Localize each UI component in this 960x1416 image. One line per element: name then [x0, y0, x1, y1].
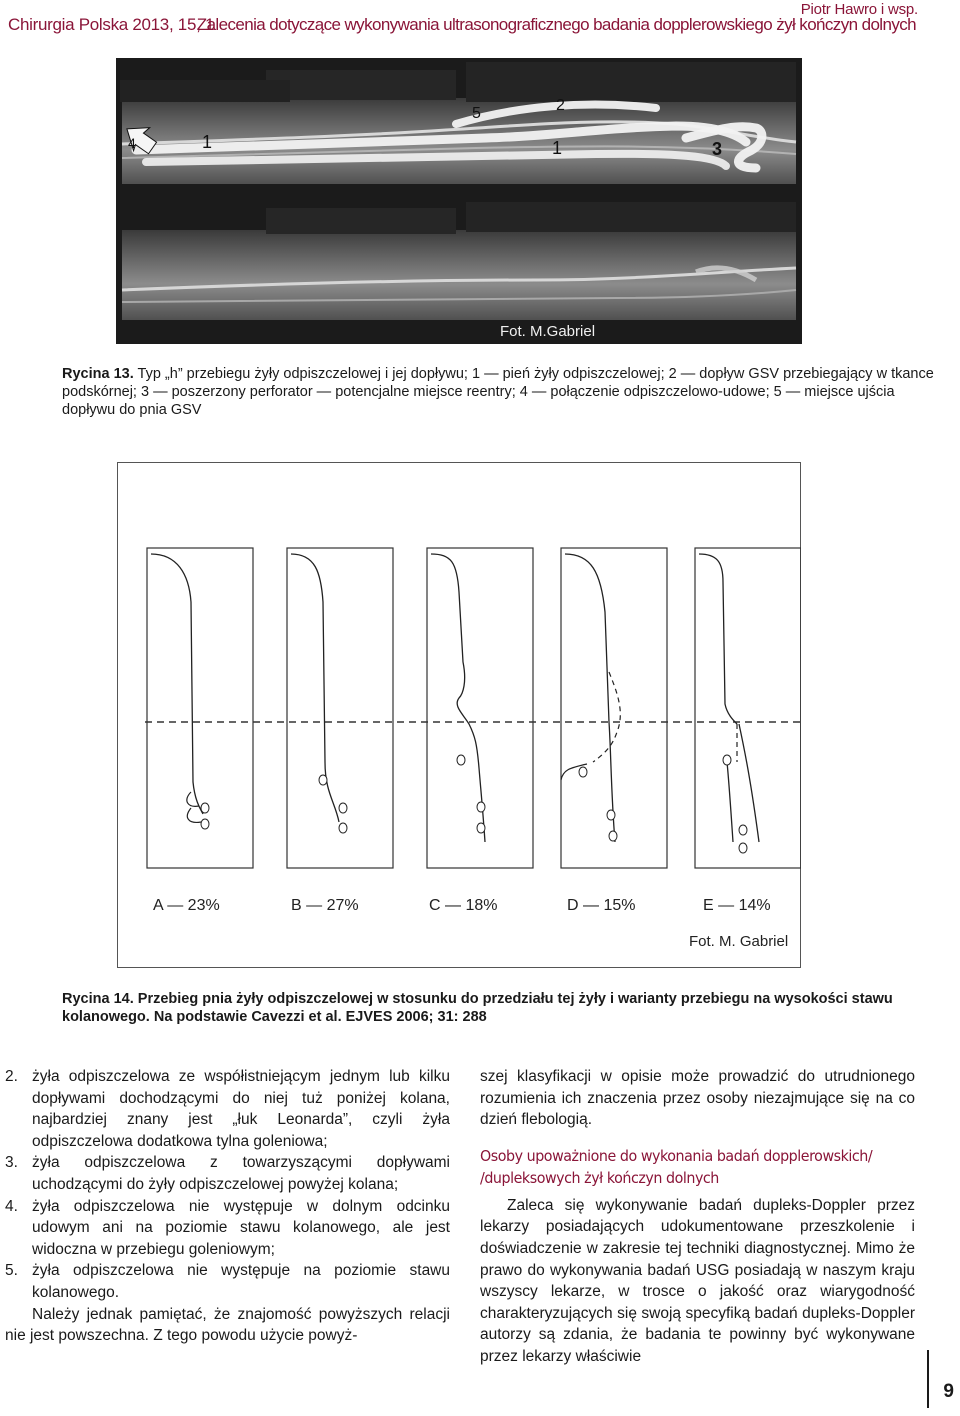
figure13-caption-text: Typ „h” przebiegu żyły odpiszczelowej i jej dopływu; 1 — pień żyły odpiszczelowej; 2 — dopływ GSV przebiegający w tkance podskórnej; 3 — poszerzony perforator — potencjalne miejsce reentry; 4 — połączenie odpiszczelowo-udowe; 5 — miejsce ujścia dopływu do pnia GSV	[62, 366, 934, 418]
journal-name: Chirurgia Polska 2013, 15, 1	[8, 15, 215, 34]
figure14-caption	[62, 990, 942, 1026]
list-item-text: żyła odpiszczelowa nie występuje w dolnym odcinku udowym ani na poziomie stawu kolanowego, ale jest widoczna w przebiegu goleniowym;	[32, 1197, 450, 1258]
figure13-caption	[62, 365, 942, 419]
figure14-caption-label: Rycina 14.	[62, 991, 134, 1007]
list-item-number: 3.	[5, 1154, 18, 1172]
page-header	[0, 0, 960, 40]
paragraph-left: Należy jednak pamiętać, że znajomość powyższych relacji nie jest powszechna. Z tego powodu użycie powyż-	[5, 1305, 450, 1345]
figure13-caption-label: Rycina 13.	[62, 366, 134, 382]
variant-label-e: E — 14%	[703, 897, 771, 914]
figure14-caption-text: Przebieg pnia żyły odpiszczelowej w stosunku do przedziału tej żyły i warianty przebiegu na wysokości stawu kolanowego. Na podstawie Cavezzi et al. EJVES 2006; 31: 288	[62, 991, 893, 1025]
figure13-marker-1a: 1	[202, 132, 213, 152]
body-column-left	[5, 1066, 450, 1347]
section-heading: Osoby upoważnione do wykonania badań dopplerowskich/ /dupleksowych żył kończyn dolnych	[480, 1146, 873, 1187]
page-number: 9	[943, 1381, 954, 1402]
body-column-right	[480, 1066, 915, 1368]
figure13-marker-4: 4	[128, 135, 136, 151]
page-number-rule	[927, 1350, 929, 1408]
figure13-marker-2: 2	[556, 97, 565, 114]
list-item-number: 5.	[5, 1262, 18, 1280]
figure13-ultrasound-image	[116, 58, 802, 344]
paragraph-continued: szej klasyfikacji w opisie może prowadzić do utrudnionego rozumienia ich znaczenia przez osoby niezajmujące się na co dzień flebologią.	[480, 1068, 915, 1129]
list-item-number: 4.	[5, 1197, 18, 1215]
list-item	[5, 1066, 450, 1152]
variant-label-a: A — 23%	[153, 897, 220, 914]
list-item	[5, 1152, 450, 1195]
figure14-credit: Fot. M. Gabriel	[689, 933, 789, 950]
list-item	[5, 1196, 450, 1261]
figure13-credit: Fot. M.Gabriel	[500, 323, 596, 340]
author-line: Piotr Hawro i wsp.	[800, 1, 918, 18]
variant-label-b: B — 27%	[291, 897, 359, 914]
figure14-diagram	[117, 462, 801, 968]
list-item	[5, 1260, 450, 1303]
figure13-marker-5: 5	[472, 105, 481, 122]
list-item-text: żyła odpiszczelowa nie występuje na poziomie stawu kolanowego.	[32, 1262, 450, 1301]
figure13-marker-1b: 1	[552, 138, 563, 158]
list-item-text: żyła odpiszczelowa z towarzyszącymi dopływami uchodzącymi do żyły odpiszczelowej powyżej kolana;	[32, 1154, 450, 1193]
figure13-marker-3: 3	[712, 139, 723, 159]
variant-label-d: D — 15%	[567, 897, 636, 914]
list-item-number: 2.	[5, 1068, 18, 1085]
list-item-text: żyła odpiszczelowa ze współistniejącym jednym lub kilku dopływami dochodzącymi do niej tuż poniżej kolana, najbardziej znany jest „łuk Leonarda”, czyli żyła odpiszczelowa dodatkowa tylna goleniowa;	[32, 1068, 450, 1150]
paragraph-right: Zaleca się wykonywanie badań dupleks-Doppler przez lekarzy posiadających udokumentowane przeszkolenie i doświadczenie w zakresie tej techniki diagnostycznej. Mimo że prawo do wykonywania badań USG posiadają w naszym kraju wszyscy lekarze, w trosce o jakość oraz wiarygodność charakteryzujących się swoją specyfiką badań dupleks-Doppler autorzy są zdania, że badania te powinny być wykonywane przez lekarzy właściwie	[480, 1196, 915, 1365]
variant-label-c: C — 18%	[429, 897, 498, 914]
running-title: Zalecenia dotyczące wykonywania ultrasonograficznego badania dopplerowskiego żył kończyn dolnych	[196, 15, 916, 34]
